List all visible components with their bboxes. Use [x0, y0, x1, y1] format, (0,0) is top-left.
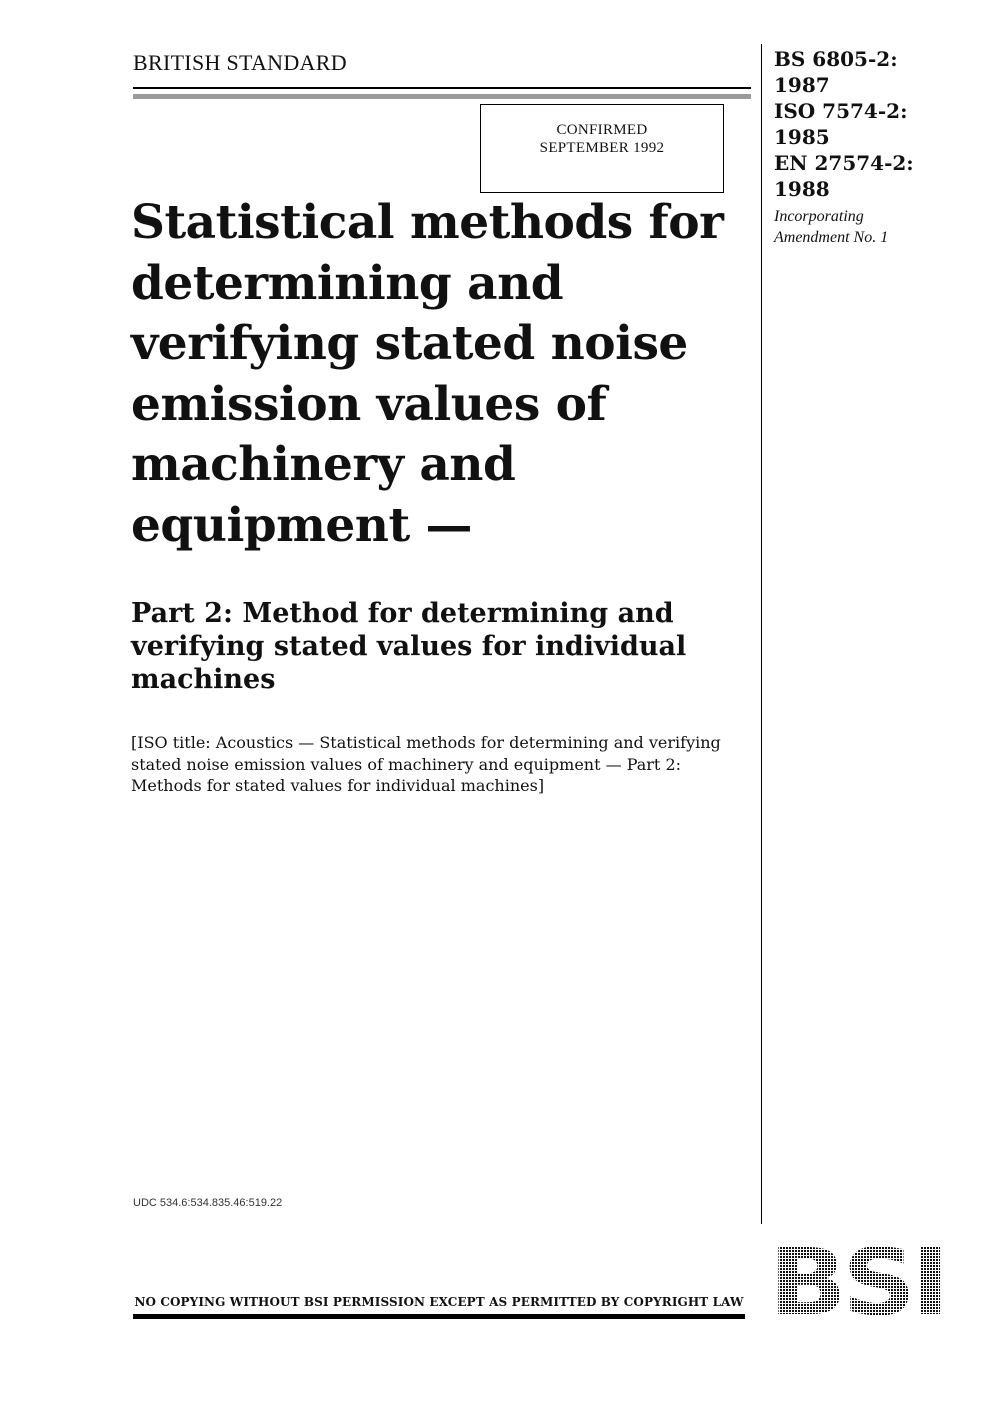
- document-type-label: BRITISH STANDARD: [133, 50, 347, 75]
- confirmed-date: SEPTEMBER 1992: [539, 140, 665, 156]
- confirmed-stamp: [480, 104, 724, 193]
- udc-code: UDC 534.6:534.835.46:519.22: [133, 1197, 283, 1209]
- standard-numbers: [774, 46, 984, 248]
- header-rule-thick: [133, 94, 751, 99]
- iso-year: 1985: [774, 125, 830, 149]
- part-title: Part 2: Method for determining and verifying stated values for individual machines: [131, 598, 687, 695]
- footer-rule: [133, 1314, 745, 1319]
- en-year: 1988: [774, 177, 830, 201]
- iso-number: ISO 7574-2:: [774, 99, 908, 123]
- en-number: EN 27574-2:: [774, 151, 914, 175]
- amendment-line-2: Amendment No. 1: [774, 229, 889, 246]
- column-divider: [761, 44, 762, 1224]
- bs-number: BS 6805-2:: [774, 47, 898, 71]
- bs-year: 1987: [774, 73, 830, 97]
- document-title: Statistical methods for determining and verifying stated noise emission values of machinery and equipment —: [131, 195, 724, 553]
- iso-title: [ISO title: Acoustics — Statistical methods for determining and verifying stated noise emission values of machinery and equipment — Part 2: Methods for stated values for individual machines]: [131, 733, 721, 795]
- amendment-line-1: Incorporating: [774, 208, 864, 225]
- header-rule-thin: [133, 87, 751, 89]
- confirmed-label: CONFIRMED: [556, 122, 648, 138]
- copyright-notice: NO COPYING WITHOUT BSI PERMISSION EXCEPT AS PERMITTED BY COPYRIGHT LAW: [134, 1295, 744, 1309]
- svg-text:BSI: BSI: [769, 1244, 945, 1318]
- bsi-logo: [768, 1244, 946, 1318]
- amendment-note: [774, 206, 984, 248]
